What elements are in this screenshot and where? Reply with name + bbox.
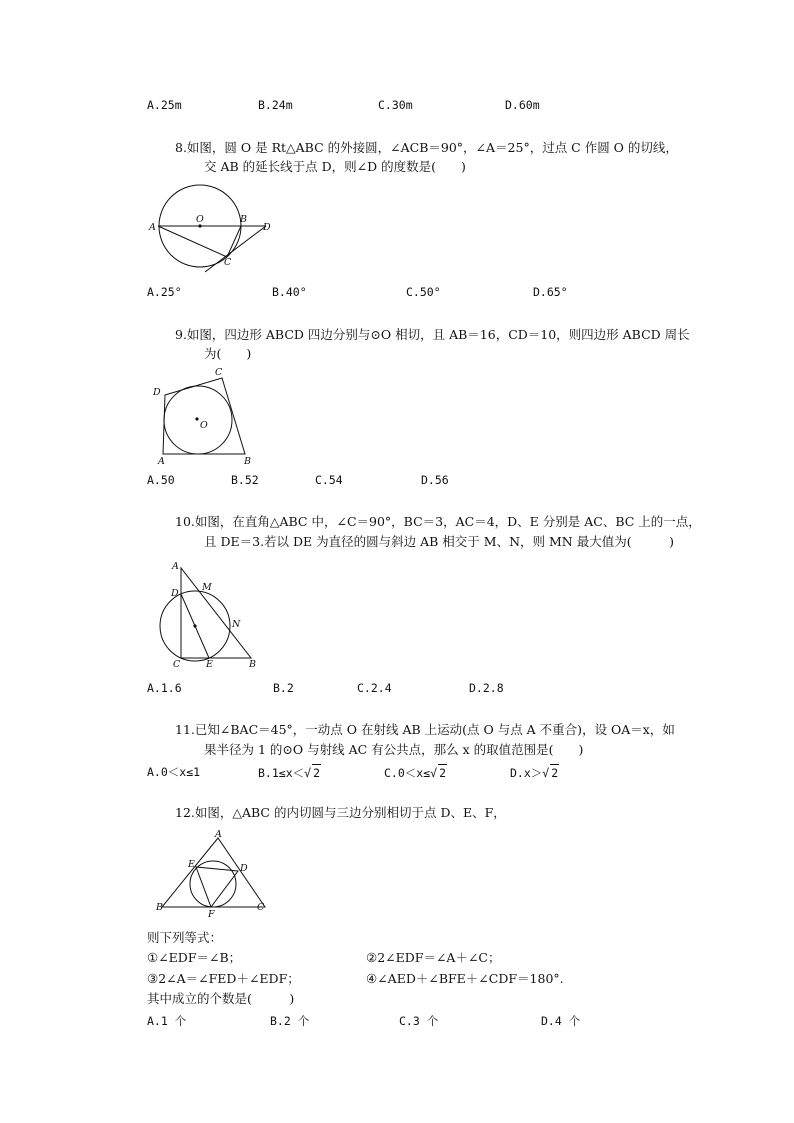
q12-triangle-abc (162, 838, 265, 907)
q11-option-d-text: D.x＞ (510, 766, 543, 780)
q12-option-c: C.3 个 (399, 1014, 439, 1028)
q11-option-a (147, 764, 200, 780)
q12-label-c: C (257, 902, 265, 913)
q11-stem-line1: 11.已知∠BAC＝45°，一动点 O 在射线 AB 上运动(点 O 与点 A 不重合)，设 OA＝x，如 (175, 722, 675, 737)
q8-option-a: A.25° (147, 285, 182, 299)
q9-figure (150, 365, 260, 465)
q9-option-d: D.56 (421, 473, 449, 487)
q9-stem-line1: 9.如图，四边形 ABCD 四边分别与⊙O 相切，且 AB＝16，CD＝10，则四边形 ABCD 周长 (175, 327, 690, 342)
q12-item-1: ①∠EDF＝∠B； (147, 950, 242, 965)
q8-line-bc (227, 226, 241, 257)
q8-label-d: D (263, 222, 271, 233)
q7-option-c: C.30m (378, 98, 413, 112)
q12-figure (150, 830, 270, 920)
q10-figure (155, 560, 275, 670)
q10-stem-line1: 10.如图，在直角△ABC 中，∠C＝90°，BC＝3，AC＝4，D、E 分别是 AC、BC 上的一点， (175, 514, 701, 529)
q7-option-d: D.60m (505, 98, 540, 112)
q12-stem-line1: 12.如图，△ABC 的内切圆与三边分别相切于点 D、E、F， (175, 805, 506, 820)
q11-option-a-text: A.0＜x≤1 (147, 765, 201, 779)
q12-label-b: B (156, 902, 163, 913)
q8-label-b: B (240, 214, 247, 225)
q12-question: 其中成立的个数是( ) (147, 991, 295, 1006)
q9-label-b: B (244, 456, 251, 465)
q9-option-c: C.54 (315, 473, 343, 487)
q11-option-c-radicand: 2 (439, 766, 446, 780)
q9-label-a: A (158, 456, 165, 465)
q9-option-b: B.52 (231, 473, 259, 487)
q8-option-b: B.40° (272, 285, 307, 299)
q10-center-dot (193, 624, 196, 627)
q8-option-c: C.50° (406, 285, 441, 299)
q9-quadrilateral (163, 378, 245, 454)
q10-stem-line2: 且 DE＝3.若以 DE 为直径的圆与斜边 AB 相交于 M、N，则 MN 最大值为( ) (204, 534, 674, 549)
q12-item-2: ②2∠EDF＝∠A＋∠C； (366, 950, 501, 965)
q12-label-d: D (240, 863, 248, 874)
q8-option-d: D.65° (533, 285, 568, 299)
q10-label-c: C (173, 659, 181, 670)
q10-label-d: D (171, 588, 179, 599)
q12-incircle (190, 861, 236, 907)
q9-stem-line2: 为( ) (204, 346, 252, 361)
q10-option-d: D.2.8 (469, 681, 504, 695)
q8-stem-line2: 交 AB 的延长线于点 D，则∠D 的度数是( ) (204, 159, 466, 174)
q11-option-d-radicand: 2 (551, 766, 559, 780)
q9-center-dot (195, 417, 198, 420)
q10-label-a: A (172, 561, 179, 572)
q10-option-c: C.2.4 (357, 681, 392, 695)
q10-label-m: M (202, 582, 212, 593)
q8-tangent-line (205, 226, 266, 272)
q11-stem-line2: 果半径为 1 的⊙O 与射线 AC 有公共点，那么 x 的取值范围是( ) (204, 742, 584, 757)
q12-option-d: D.4 个 (541, 1014, 581, 1028)
q11-option-b-radicand: 2 (313, 766, 320, 780)
q12-label-a: A (215, 830, 222, 840)
q9-label-c: C (215, 367, 223, 378)
q10-label-e: E (206, 659, 213, 670)
q9-label-d: D (153, 387, 161, 398)
q11-option-c: C.0＜x≤√ 2 (384, 766, 446, 780)
q8-stem-line1: 8.如图，圆 O 是 Rt△ABC 的外接圆，∠ACB＝90°，∠A＝25°，过点 C 作圆 O 的切线， (175, 140, 678, 155)
q10-option-b: B.2 (273, 681, 294, 695)
q10-triangle-abc (181, 568, 251, 658)
q12-item-3: ③2∠A＝∠FED＋∠EDF； (147, 971, 300, 986)
q9-label-o: O (200, 420, 208, 431)
q10-label-b: B (249, 659, 256, 670)
q12-label-f: F (208, 909, 215, 920)
q12-option-a: A.1 个 (147, 1014, 187, 1028)
q7-option-a: A.25m (147, 98, 182, 112)
q10-label-n: N (232, 619, 241, 630)
q8-label-o: O (196, 214, 204, 225)
q8-label-a: A (149, 222, 156, 233)
q8-label-c: C (224, 257, 232, 268)
q8-figure (145, 183, 285, 273)
q12-item-4: ④∠AED＋∠BFE＋∠CDF＝180°. (366, 971, 564, 986)
q11-option-b: B.1≤x＜√ 2 (258, 766, 320, 780)
q12-triangle-def (196, 867, 238, 907)
q12-label-e: E (188, 859, 195, 870)
q10-option-a: A.1.6 (147, 681, 182, 695)
q7-option-b: B.24m (258, 98, 293, 112)
q11-option-c-text: C.0＜x≤ (384, 766, 431, 780)
q12-option-b: B.2 个 (270, 1014, 310, 1028)
q12-intro: 则下列等式： (147, 930, 223, 945)
q9-option-a: A.50 (147, 473, 175, 487)
q11-option-b-text: B.1≤x＜ (258, 766, 305, 780)
q11-option-d: D.x＞√ 2 (510, 766, 559, 780)
